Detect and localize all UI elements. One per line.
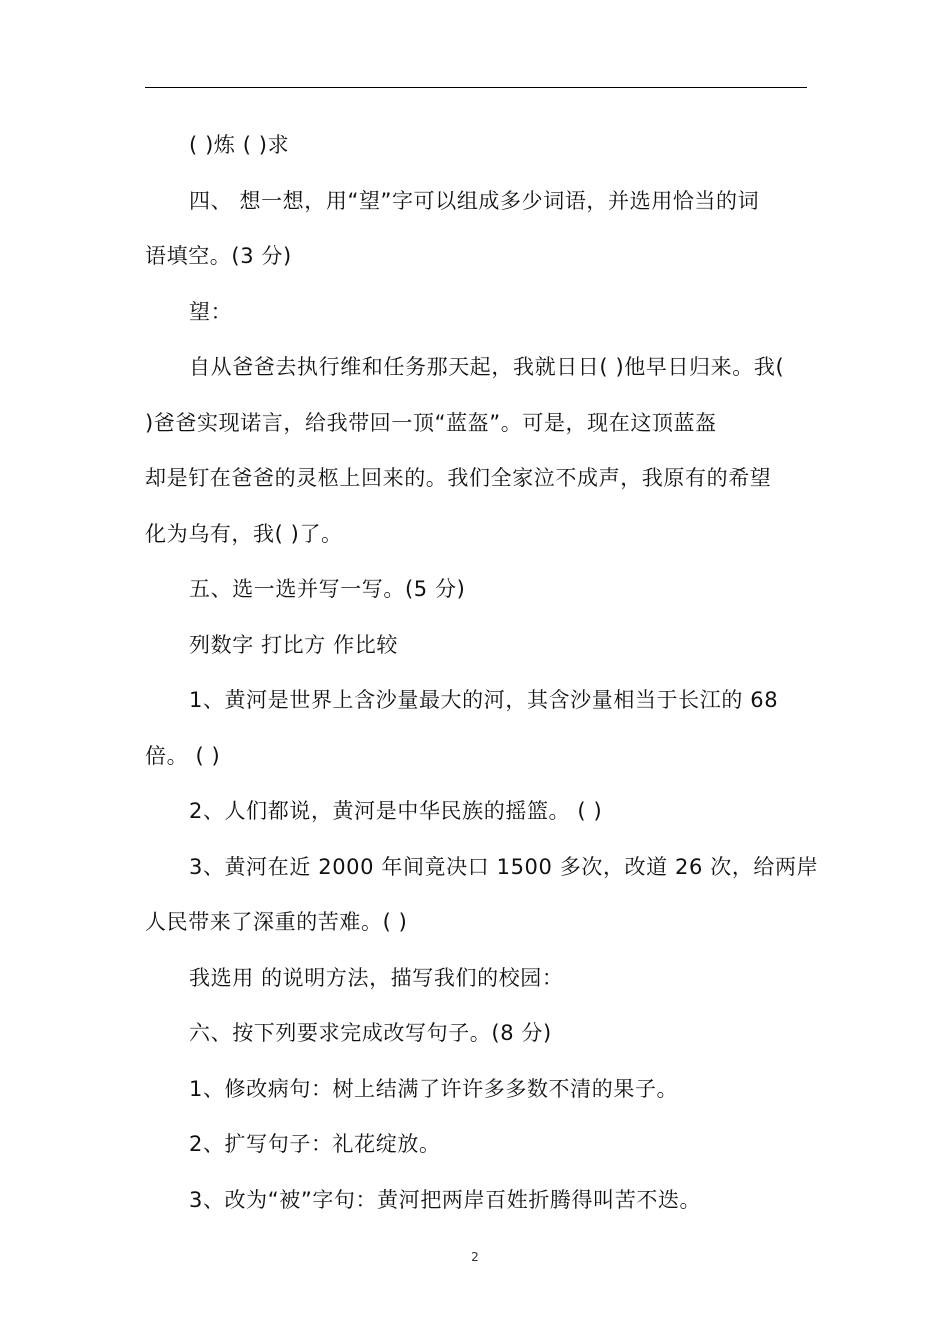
question-heading: 五、选一选并写一写。(5 分) [189, 577, 466, 601]
header-rule [145, 87, 807, 88]
paragraph-line: 化为乌有，我( )了。 [145, 521, 343, 546]
paragraph-line: 自从爸爸去执行维和任务那天起，我就日日( )他早日归来。我( [189, 355, 785, 379]
text-line: 望： [189, 299, 233, 324]
question-heading: 六、按下列要求完成改写句子。(8 分) [189, 1021, 552, 1045]
options-line: 列数字 打比方 作比较 [189, 632, 398, 657]
list-item: 人民带来了深重的苦难。( ) [145, 910, 408, 934]
list-item: 1、修改病句：树上结满了许许多多数不清的果子。 [189, 1076, 679, 1101]
text-line: ( )炼 ( )求 [189, 133, 290, 157]
list-item: 2、扩写句子：礼花绽放。 [189, 1132, 441, 1156]
text-line: 语填空。(3 分) [145, 244, 292, 268]
question-heading: 四、 想一想，用“望”字可以组成多少词语，并选用恰当的词 [189, 188, 760, 213]
page-content [145, 118, 819, 1228]
list-item: 2、人们都说，黄河是中华民族的摇篮。 ( ) [189, 799, 603, 823]
page-number: 2 [471, 1250, 479, 1264]
list-item: 1、黄河是世界上含沙量最大的河，其含沙量相当于长江的 68 [189, 688, 779, 712]
list-item: 3、黄河在近 2000 年间竟决口 1500 多次，改道 26 次，给两岸 [189, 854, 819, 879]
paragraph-line: 却是钉在爸爸的灵柩上回来的。我们全家泣不成声，我原有的希望 [145, 466, 772, 490]
list-item: 倍。 ( ) [145, 743, 221, 768]
paragraph-line: )爸爸实现诺言，给我带回一顶“蓝盔”。可是，现在这顶蓝盔 [145, 410, 717, 435]
list-item: 3、改为“被”字句：黄河把两岸百姓折腾得叫苦不迭。 [189, 1187, 702, 1212]
text-line: 我选用 的说明方法，描写我们的校园： [189, 965, 564, 990]
